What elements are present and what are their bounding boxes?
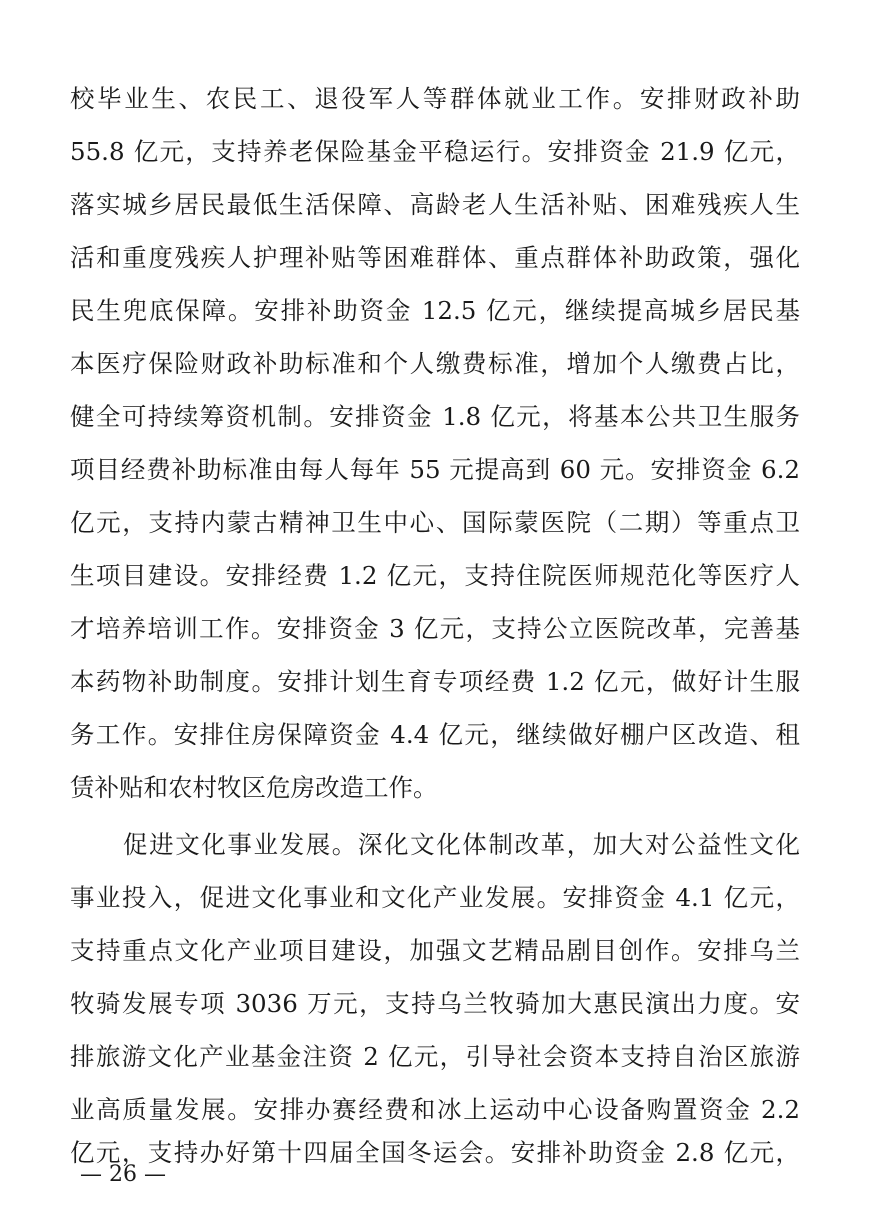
text-line: 生项目建设。安排经费 1.2 亿元，支持住院医师规范化等医疗人 xyxy=(70,561,800,590)
text-line: 民生兜底保障。安排补助资金 12.5 亿元，继续提高城乡居民基 xyxy=(70,296,800,325)
text-line: 亿元，支持内蒙古精神卫生中心、国际蒙医院（二期）等重点卫 xyxy=(70,508,800,537)
page-number: — 26 — xyxy=(80,1162,166,1187)
text-line: 牧骑发展专项 3036 万元，支持乌兰牧骑加大惠民演出力度。安 xyxy=(70,989,800,1018)
text-line: 排旅游文化产业基金注资 2 亿元，引导社会资本支持自治区旅游 xyxy=(70,1042,800,1071)
text-line: 健全可持续筹资机制。安排资金 1.8 亿元，将基本公共卫生服务 xyxy=(70,402,800,431)
text-line: 本药物补助制度。安排计划生育专项经费 1.2 亿元，做好计生服 xyxy=(70,667,800,696)
text-line: 落实城乡居民最低生活保障、高龄老人生活补贴、困难残疾人生 xyxy=(70,190,800,219)
text-line: 校毕业生、农民工、退役军人等群体就业工作。安排财政补助 xyxy=(70,84,800,113)
text-line: 项目经费补助标准由每人每年 55 元提高到 60 元。安排资金 6.2 xyxy=(70,455,800,484)
text-line: 活和重度残疾人护理补贴等困难群体、重点群体补助政策，强化 xyxy=(70,243,800,272)
text-line: 务工作。安排住房保障资金 4.4 亿元，继续做好棚户区改造、租 xyxy=(70,720,800,749)
text-line: 事业投入，促进文化事业和文化产业发展。安排资金 4.1 亿元， xyxy=(70,883,800,912)
text-line: 本医疗保险财政补助标准和个人缴费标准，增加个人缴费占比， xyxy=(70,349,800,378)
text-line: 业高质量发展。安排办赛经费和冰上运动中心设备购置资金 2.2 xyxy=(70,1095,800,1124)
text-line: 促进文化事业发展。深化文化体制改革，加大对公益性文化 xyxy=(123,830,800,859)
text-line: 赁补贴和农村牧区危房改造工作。 xyxy=(70,773,438,802)
text-line: 才培养培训工作。安排资金 3 亿元，支持公立医院改革，完善基 xyxy=(70,614,800,643)
text-line: 支持重点文化产业项目建设，加强文艺精品剧目创作。安排乌兰 xyxy=(70,936,800,965)
text-line: 亿元，支持办好第十四届全国冬运会。安排补助资金 2.8 亿元， xyxy=(70,1138,800,1167)
text-line: 55.8 亿元，支持养老保险基金平稳运行。安排资金 21.9 亿元， xyxy=(70,137,800,166)
